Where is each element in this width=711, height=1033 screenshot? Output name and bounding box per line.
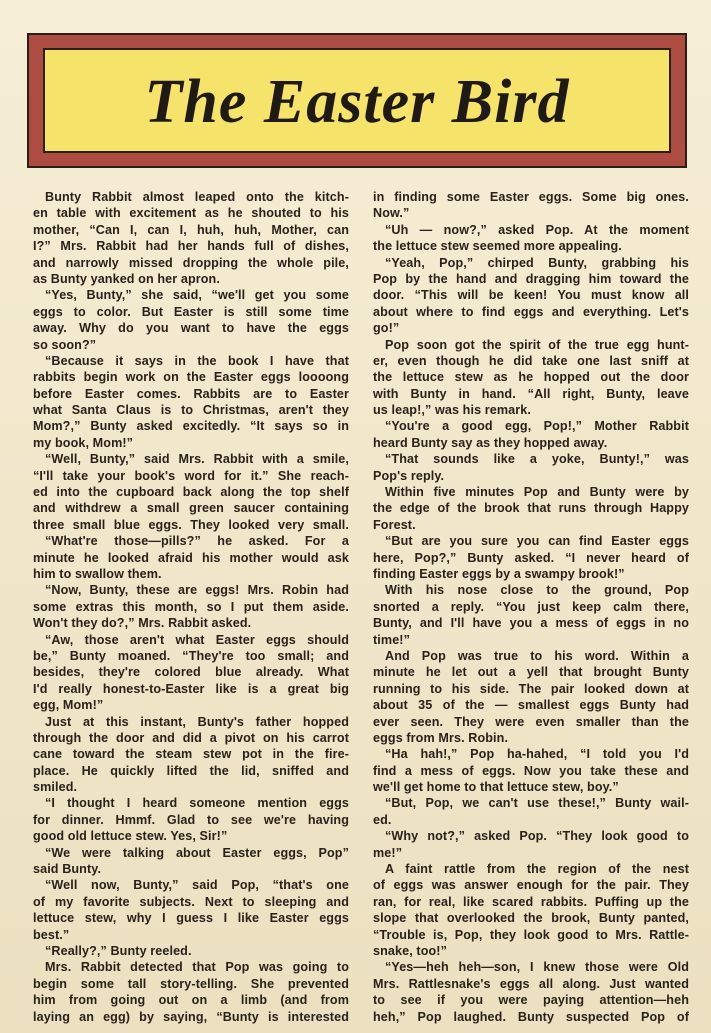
- story-line: for dinner. Hmmf. Glad to see we're having: [33, 812, 349, 827]
- story-line: before Easter comes. Rabbits are to Easter: [33, 386, 349, 401]
- story-line: besides, they're colored blue already. What: [33, 665, 349, 680]
- story-line: “We were talking about Easter eggs, Pop”: [45, 845, 349, 860]
- story-line: laying an egg) by saying, “Bunty is interested: [33, 1009, 349, 1024]
- story-line: er, even though he did take one last sniff at: [373, 353, 689, 368]
- story-line: “But are you sure you can find Easter eggs: [385, 534, 689, 549]
- story-line: en table with excitement as he shouted to his: [33, 206, 349, 221]
- story-line: “I'll take your book's word for it.” She reach-: [33, 468, 349, 483]
- story-line: him to swallow them.: [33, 566, 162, 581]
- story-line: to see if you were paying attention—heh: [373, 993, 689, 1008]
- story-line: time!”: [373, 632, 410, 647]
- story-line: in finding some Easter eggs. Some big ones.: [373, 190, 689, 204]
- story-line: snorted a reply. “You just keep calm there,: [373, 599, 689, 614]
- story-line: “Yes, Bunty,” she said, “we'll get you some: [45, 288, 349, 303]
- story-line: “Well, Bunty,” said Mrs. Rabbit with a smile,: [45, 452, 349, 467]
- story-line: Mrs. Rabbit detected that Pop was going to: [45, 960, 349, 975]
- story-line: what Santa Claus is to Christmas, aren't they: [33, 403, 349, 418]
- story-line: him from going out on a limb (and from: [33, 993, 349, 1008]
- story-line: Mrs. Rattlesnake's eggs all along. Just wanted: [373, 976, 689, 991]
- story-line: “Aw, those aren't what Easter eggs should: [45, 632, 349, 647]
- story-line: the lettuce stew as he hopped out the door: [373, 370, 689, 385]
- story-line: lettuce stew, why I guess I like Easter eggs: [33, 911, 349, 926]
- story-line: me!”: [373, 845, 403, 860]
- story-line: three small blue eggs. They looked very small.: [33, 517, 349, 532]
- story-line: “Yes—heh heh—son, I knew those were Old: [385, 960, 689, 975]
- story-line: “Really?,” Bunty reeled.: [45, 943, 192, 958]
- title-banner: [27, 33, 687, 168]
- story-line: ed.: [373, 812, 392, 827]
- story-line: be,” Bunty moaned. “They're too small; and: [33, 648, 349, 663]
- story-line: “That sounds like a yoke, Bunty!,” was: [385, 452, 689, 467]
- story-line: “Now, Bunty, these are eggs! Mrs. Robin had: [45, 583, 349, 598]
- story-line: my book, Mom!”: [33, 435, 134, 450]
- story-line: Within five minutes Pop and Bunty were by: [385, 485, 689, 500]
- story-line: us leap!,” was his remark.: [373, 403, 531, 418]
- story-line: I'd really honest-to-Easter like is a great big: [33, 681, 349, 696]
- story-line: Just at this instant, Bunty's father hopped: [45, 714, 349, 729]
- story-line: Pop soon got the spirit of the true egg hunt-: [385, 337, 689, 352]
- story-line: find a mess of eggs. Now you take these and: [373, 763, 689, 778]
- story-line: the edge of the brook that runs through Happy: [373, 501, 689, 516]
- story-line: “Ha hah!,” Pop ha-hahed, “I told you I'd: [385, 747, 689, 762]
- story-line: “Well now, Bunty,” said Pop, “that's one: [45, 878, 349, 893]
- story-line: snake, too!”: [373, 943, 447, 958]
- story-line: Bunty, and I'll have you a mess of eggs in no: [373, 616, 689, 631]
- story-line: place. He quickly lifted the lid, sniffed and: [33, 763, 349, 778]
- story-line: running to his side. The pair looked down at: [373, 681, 689, 696]
- story-line: “What're those—pills?” he asked. For a: [45, 534, 349, 549]
- story-line: “Uh — now?,” asked Pop. At the moment: [385, 222, 689, 237]
- story-line: good old lettuce stew. Yes, Sir!”: [33, 829, 228, 844]
- story-line: slope that overlooked the brook, Bunty panted,: [373, 911, 689, 926]
- story-line: Pop's reply.: [373, 468, 445, 483]
- story-line: door. “This will be keen! You must know all: [373, 288, 689, 303]
- story-line: rabbits begin work on the Easter eggs loooong: [33, 370, 349, 385]
- story-line: ever seen. They were even smaller than the: [373, 714, 689, 729]
- title-banner-panel: [43, 48, 671, 153]
- story-line: “But, Pop, we can't use these!,” Bunty wail-: [385, 796, 689, 811]
- story-line: some extras this month, so I put them aside.: [33, 599, 349, 614]
- story-line: “Why not?,” asked Pop. “They look good to: [385, 829, 689, 844]
- story-columns: [33, 189, 689, 1025]
- story-line: Now.”: [373, 206, 410, 221]
- story-line: Bunty Rabbit almost leaped onto the kitch-: [45, 190, 349, 204]
- story-line: minute he looked afraid his mother would ask: [33, 550, 349, 565]
- story-line: here, Pop?,” Bunty asked. “I never heard of: [373, 550, 689, 565]
- story-line: smiled.: [33, 780, 78, 795]
- story-line: A faint rattle from the region of the nest: [385, 862, 689, 877]
- story-line: minute he let out a yell that brought Bunty: [373, 665, 689, 680]
- story-line: ed into the cupboard back along the top shelf: [33, 485, 349, 500]
- story-line: egg, Mom!”: [33, 698, 104, 713]
- story-line: so soon?”: [33, 337, 97, 352]
- story-line: Pop by the hand and dragging him toward the: [373, 271, 689, 286]
- story-line: And Pop was true to his word. Within a: [385, 648, 689, 663]
- story-line: heard Bunty say as they hopped away.: [373, 435, 608, 450]
- story-line: mother, “Can I, can I, huh, huh, Mother, can: [33, 222, 349, 237]
- story-column-left: [33, 189, 349, 1025]
- story-line: with Bunty in hand. “All right, Bunty, leave: [373, 386, 689, 401]
- story-line: Forest.: [373, 517, 416, 532]
- story-line: ran, for real, like scared rabbits. Puffing up the: [373, 894, 689, 909]
- story-line: of eggs was answer enough for the pair. They: [373, 878, 689, 893]
- story-line: go!”: [373, 321, 400, 336]
- story-line: through the door and did a pivot on his carrot: [33, 730, 349, 745]
- story-line: cane toward the steam stew pot in the fire-: [33, 747, 349, 762]
- story-line: about 35 of the — smallest eggs Bunty had: [373, 698, 689, 713]
- story-line: finding Easter eggs by a swampy brook!”: [373, 566, 625, 581]
- story-line: away. Why do you want to have the eggs: [33, 321, 349, 336]
- story-line: we'll get home to that lettuce stew, boy.”: [373, 780, 619, 795]
- story-line: “Because it says in the book I have that: [45, 353, 349, 368]
- story-line: “I thought I heard someone mention eggs: [45, 796, 349, 811]
- story-line: eggs to color. But Easter is still some time: [33, 304, 349, 319]
- story-line: and withdrew a small green saucer containing: [33, 501, 349, 516]
- story-line: the lettuce stew seemed more appealing.: [373, 239, 622, 254]
- story-line: “Yeah, Pop,” chirped Bunty, grabbing his: [385, 255, 689, 270]
- story-line: as Bunty yanked on her apron.: [33, 271, 220, 286]
- story-line: Mom?,” Bunty asked excitedly. “It says so in: [33, 419, 349, 434]
- story-line: begin some tall story-telling. She prevented: [33, 976, 349, 991]
- story-line: I?” Mrs. Rabbit had her hands full of dishes,: [33, 239, 349, 254]
- story-line: With his nose close to the ground, Pop: [385, 583, 689, 598]
- story-line: “Trouble is, Pop, they look good to Mrs. Rattle-: [373, 927, 689, 942]
- story-title: The Easter Bird: [144, 68, 570, 136]
- story-line: said Bunty.: [33, 862, 102, 877]
- story-line: best.”: [33, 927, 70, 942]
- story-line: Won't they do?,” Mrs. Rabbit asked.: [33, 616, 252, 631]
- story-line: eggs from Mrs. Robin.: [373, 730, 509, 745]
- story-line: “You're a good egg, Pop!,” Mother Rabbit: [385, 419, 689, 434]
- story-column-right: [373, 189, 689, 1025]
- story-line: and narrowly missed dropping the whole pile,: [33, 255, 349, 270]
- story-line: about where to find eggs and everything. Let's: [373, 304, 689, 319]
- story-line: of my favorite subjects. Next to sleeping and: [33, 894, 349, 909]
- story-line: heh,” Pop laughed. Bunty suspected Pop of: [373, 1009, 689, 1024]
